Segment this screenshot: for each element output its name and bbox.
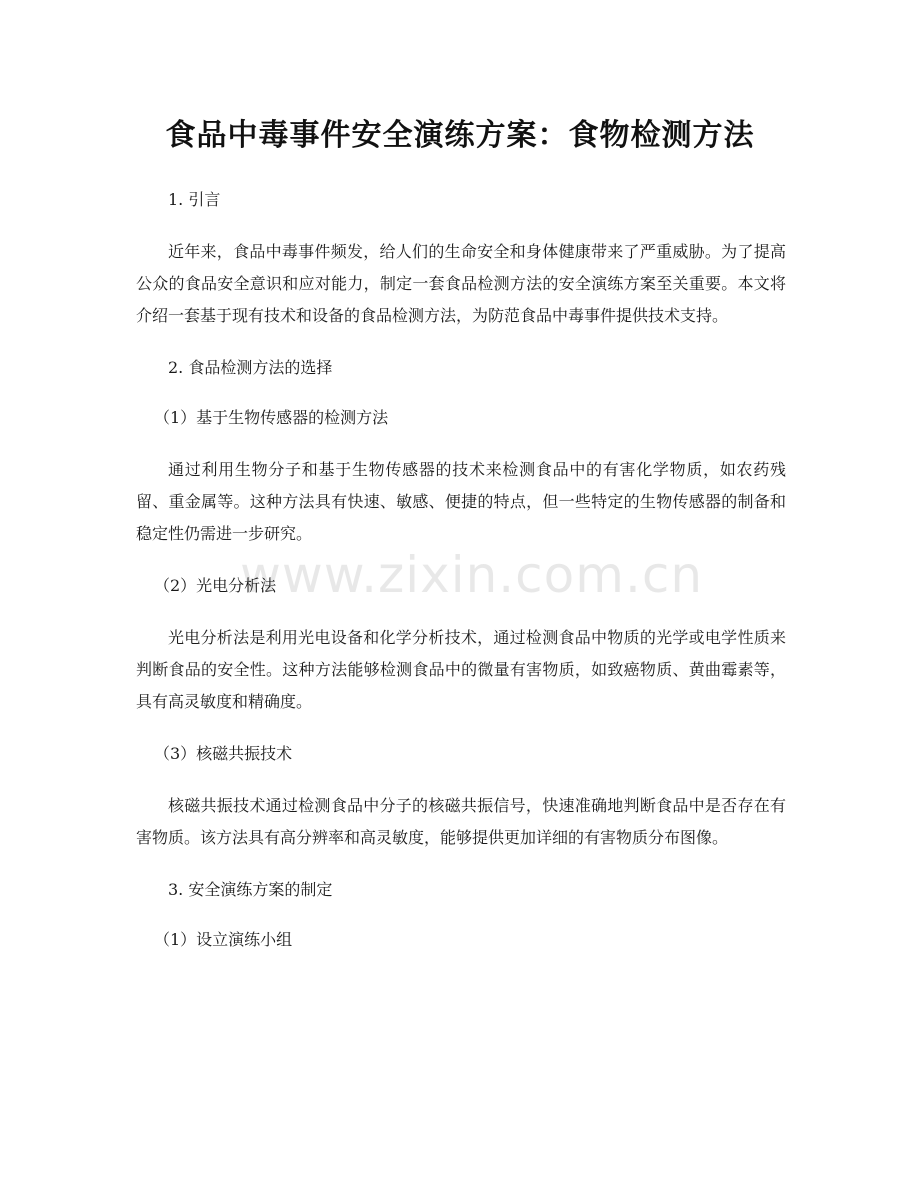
subheading-biosensor: （1）基于生物传感器的检测方法 xyxy=(154,408,389,427)
subheading-nmr: （3）核磁共振技术 xyxy=(154,744,293,763)
subheading-photoelectric: （2）光电分析法 xyxy=(154,576,277,595)
document-title: 食品中毒事件安全演练方案：食物检测方法 xyxy=(165,118,755,153)
watermark: www.zixin.com.cn xyxy=(240,546,704,604)
section-heading-methods: 2. 食品检测方法的选择 xyxy=(168,358,333,377)
paragraph-photoelectric: 光电分析法是利用光电设备和化学分析技术，通过检测食品中物质的光学或电学性质来判断食品的安全性。这种方法能够检测食品中的微量有害物质，如致癌物质、黄曲霉素等，具有高灵敏度和精确度。 xyxy=(136,628,786,711)
section-heading-intro: 1. 引言 xyxy=(168,190,221,209)
subheading-drill-group: （1）设立演练小组 xyxy=(154,930,293,949)
paragraph-nmr: 核磁共振技术通过检测食品中分子的核磁共振信号，快速准确地判断食品中是否存在有害物质。该方法具有高分辨率和高灵敏度，能够提供更加详细的有害物质分布图像。 xyxy=(136,796,786,847)
paragraph-intro: 近年来，食品中毒事件频发，给人们的生命安全和身体健康带来了严重威胁。为了提高公众的食品安全意识和应对能力，制定一套食品检测方法的安全演练方案至关重要。本文将介绍一套基于现有技术和设备的食品检测方法，为防范食品中毒事件提供技术支持。 xyxy=(136,242,786,325)
paragraph-biosensor: 通过利用生物分子和基于生物传感器的技术来检测食品中的有害化学物质，如农药残留、重金属等。这种方法具有快速、敏感、便捷的特点，但一些特定的生物传感器的制备和稳定性仍需进一步研究。 xyxy=(136,460,786,543)
section-heading-drill-plan: 3. 安全演练方案的制定 xyxy=(168,880,333,899)
document-body xyxy=(136,186,786,976)
